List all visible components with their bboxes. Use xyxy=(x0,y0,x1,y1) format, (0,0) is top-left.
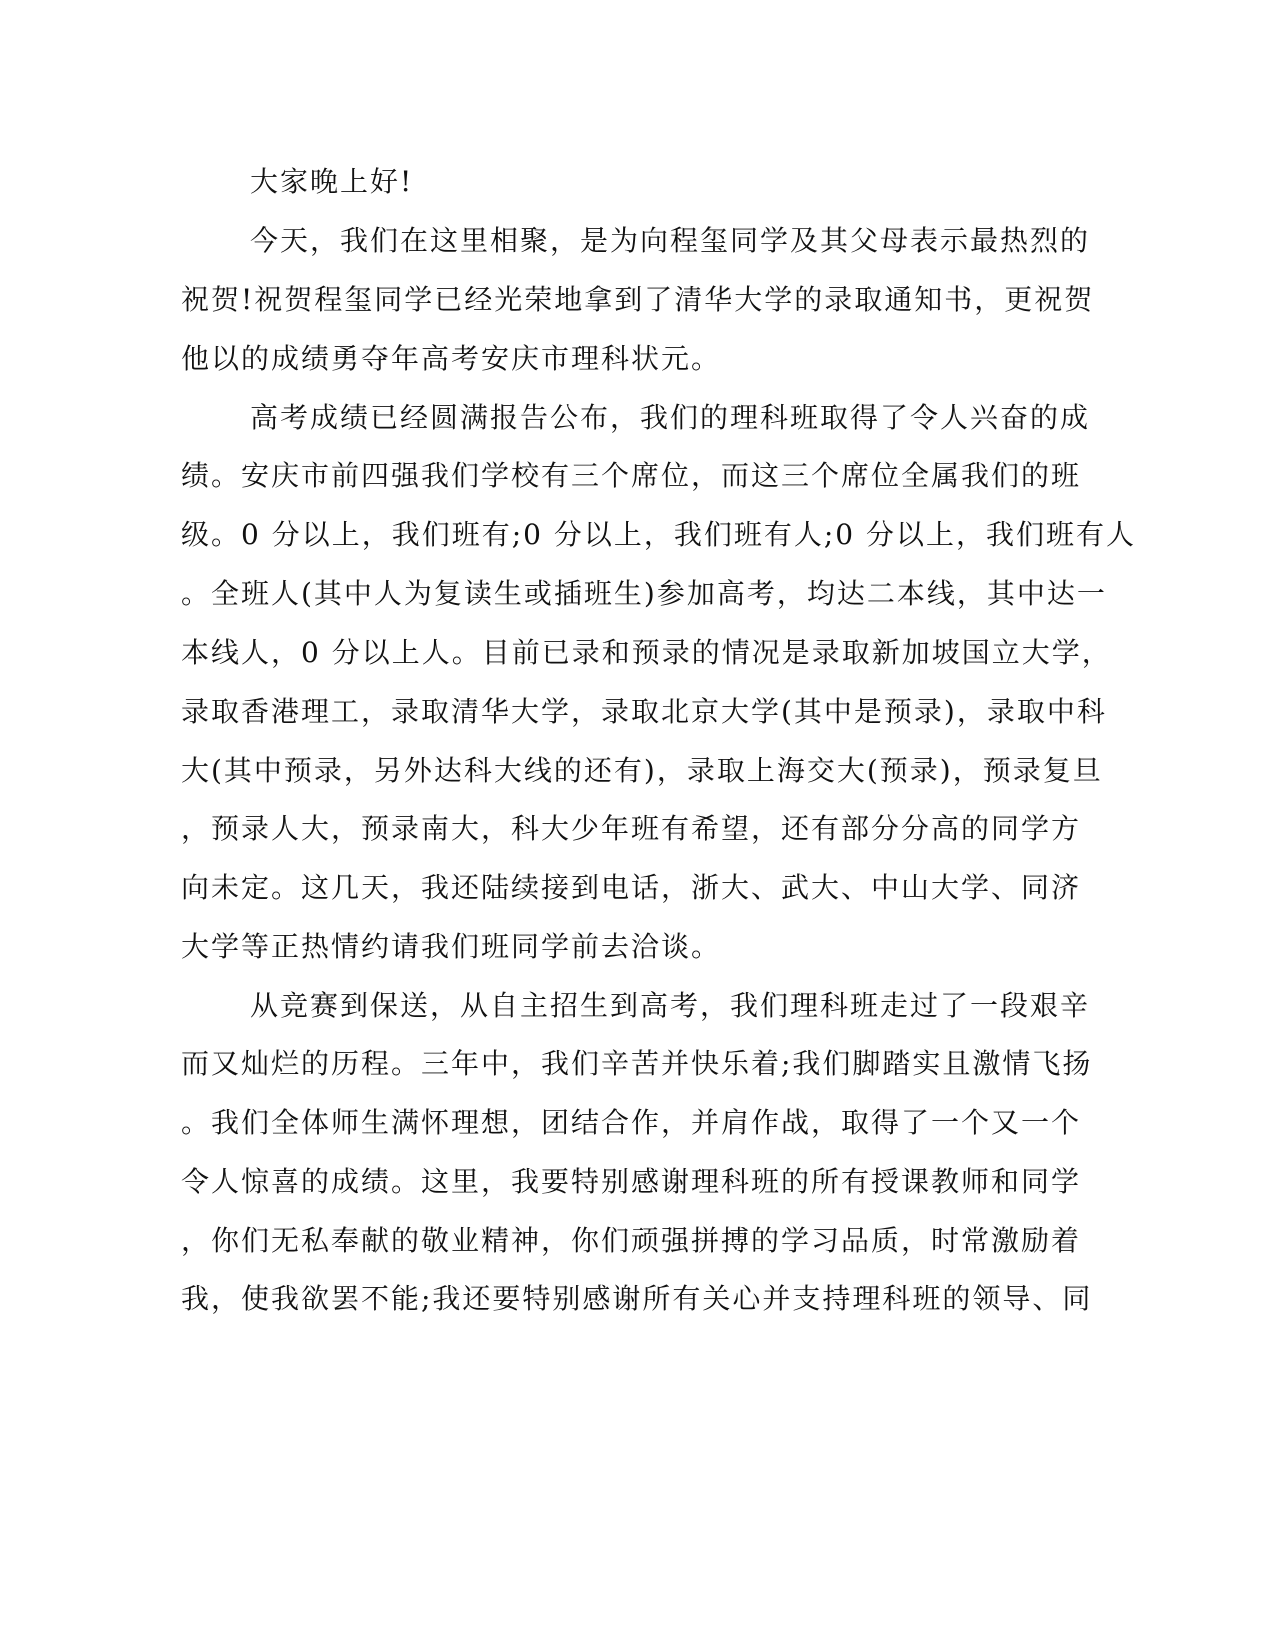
paragraph-3-line-1: 从竞赛到保送，从自主招生到高考，我们理科班走过了一段艰辛 xyxy=(250,989,1091,1022)
paragraph-2-line-6: 录取香港理工，录取清华大学，录取北京大学(其中是预录)，录取中科 xyxy=(181,695,1107,728)
paragraph-2-line-4: 。全班人(其中人为复读生或插班生)参加高考，均达二本线，其中达一 xyxy=(181,577,1107,610)
paragraph-2-line-5: 本线人，0 分以上人。目前已录和预录的情况是录取新加坡国立大学， xyxy=(181,636,1112,669)
paragraph-3-line-3: 。我们全体师生满怀理想，团结合作，并肩作战，取得了一个又一个 xyxy=(181,1106,1082,1139)
paragraph-2-line-2: 绩。安庆市前四强我们学校有三个席位，而这三个席位全属我们的班 xyxy=(181,459,1082,492)
paragraph-3-line-6: 我，使我欲罢不能;我还要特别感谢所有关心并支持理科班的领导、同 xyxy=(181,1282,1093,1315)
paragraph-2-line-10: 大学等正热情约请我们班同学前去洽谈。 xyxy=(181,930,722,963)
paragraph-2-line-9: 向未定。这几天，我还陆续接到电话，浙大、武大、中山大学、同济 xyxy=(181,871,1082,904)
paragraph-1-line-1: 今天，我们在这里相聚，是为向程玺同学及其父母表示最热烈的 xyxy=(250,224,1091,257)
paragraph-1-line-3: 他以的成绩勇夺年高考安庆市理科状元。 xyxy=(181,342,722,375)
paragraph-2-line-8: ，预录人大，预录南大，科大少年班有希望，还有部分分高的同学方 xyxy=(181,812,1082,845)
paragraph-3-line-4: 令人惊喜的成绩。这里，我要特别感谢理科班的所有授课教师和同学 xyxy=(181,1165,1082,1198)
paragraph-2-line-1: 高考成绩已经圆满报告公布，我们的理科班取得了令人兴奋的成 xyxy=(250,401,1091,434)
greeting-line: 大家晚上好! xyxy=(250,165,414,198)
paragraph-2-line-7: 大(其中预录，另外达科大线的还有)，录取上海交大(预录)，预录复旦 xyxy=(181,754,1103,787)
paragraph-3-line-5: ，你们无私奉献的敬业精神，你们顽强拼搏的学习品质，时常激励着 xyxy=(181,1224,1082,1257)
paragraph-1-line-2: 祝贺!祝贺程玺同学已经光荣地拿到了清华大学的录取通知书，更祝贺 xyxy=(181,283,1095,316)
paragraph-2-line-3: 级。0 分以上，我们班有;0 分以上，我们班有人;0 分以上，我们班有人 xyxy=(181,518,1137,551)
paragraph-3-line-2: 而又灿烂的历程。三年中，我们辛苦并快乐着;我们脚踏实且激情飞扬 xyxy=(181,1047,1093,1080)
